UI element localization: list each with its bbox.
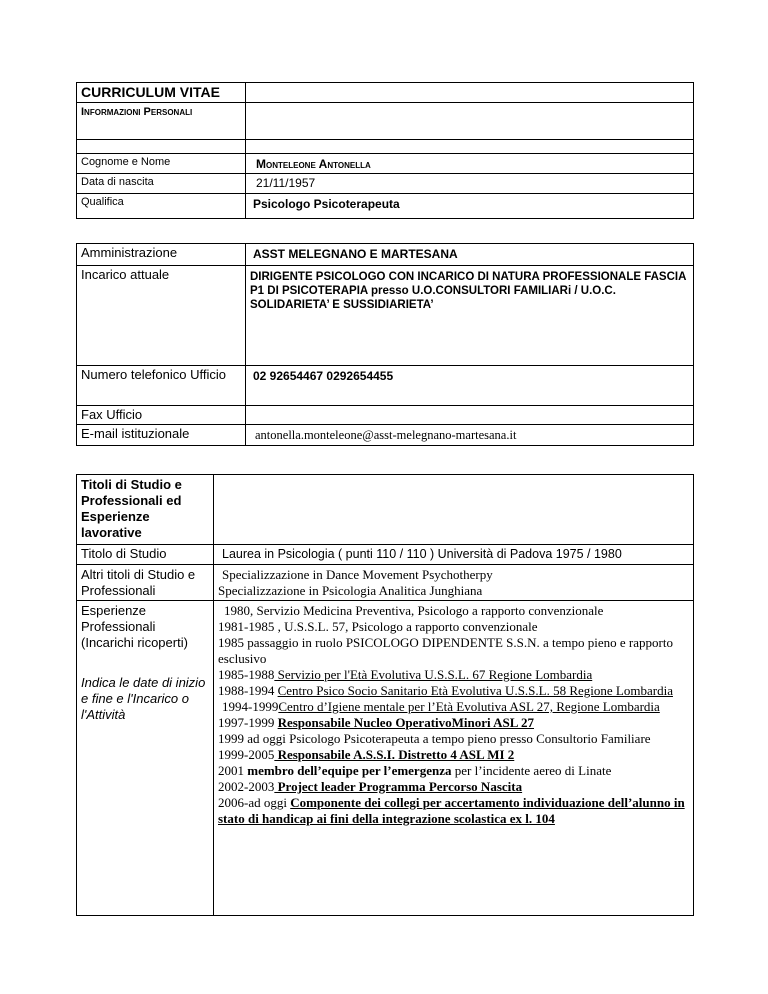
experience-label: Esperienze Professionali (Incarichi ricoperti) xyxy=(81,603,188,650)
other-title-2: Specializzazione in Psicologia Analitica Junghiana xyxy=(218,583,483,598)
qualification-label: Qualifica xyxy=(77,194,246,219)
phone-label: Numero telefonico Ufficio xyxy=(77,366,246,406)
administration-label: Amministrazione xyxy=(77,244,246,266)
cv-title: CURRICULUM VITAE xyxy=(77,83,246,103)
phone-value: 02 92654467 0292654455 xyxy=(246,366,694,406)
degree-value: Laurea in Psicologia ( punti 110 / 110 ) Università di Padova 1975 / 1980 xyxy=(214,545,694,565)
experience-item: 1999-2005 Responsabile A.S.S.I. Distretto 4 ASL MI 2 xyxy=(218,747,515,762)
personal-section-label: Informazioni Personali xyxy=(77,103,246,140)
experience-item: 1985 passaggio in ruolo PSICOLOGO DIPENDENTE S.S.N. a tempo pieno e rapporto esclusivo xyxy=(218,635,673,666)
education-table xyxy=(76,474,694,916)
experience-item: 1981-1985 , U.S.S.L. 57, Psicologo a rapporto convenzionale xyxy=(218,619,538,634)
experience-label-cell xyxy=(77,601,214,916)
degree-label: Titolo di Studio xyxy=(77,545,214,565)
dob-value: 21/11/1957 xyxy=(246,174,694,194)
name-label: Cognome e Nome xyxy=(77,154,246,174)
empty-cell xyxy=(214,475,694,545)
empty-cell xyxy=(77,140,246,154)
other-titles-value xyxy=(214,565,694,601)
empty-cell xyxy=(246,83,694,103)
experience-item: 1988-1994 Centro Psico Socio Sanitario Età Evolutiva U.S.S.L. 58 Regione Lombardia xyxy=(218,683,673,698)
role-value: DIRIGENTE PSICOLOGO CON INCARICO DI NATURA PROFESSIONALE FASCIA P1 DI PSICOTERAPIA presso U.O.CONSULTORI FAMILIARi / U.O.C. SOLIDARIETA’ E SUSSIDIARIETA’ xyxy=(246,266,694,366)
experience-list xyxy=(214,601,694,916)
experience-item: 1997-1999 Responsabile Nucleo OperativoMinori ASL 27 xyxy=(218,715,534,730)
empty-cell xyxy=(246,406,694,425)
dob-label: Data di nascita xyxy=(77,174,246,194)
experience-item: 2006-ad oggi Componente dei collegi per accertamento individuazione dell’alunno in stato di handicap ai fini della integrazione scolastica ex l. 104 xyxy=(218,795,685,826)
name-value: Monteleone Antonella xyxy=(246,154,694,174)
experience-item: 1999 ad oggi Psicologo Psicoterapeuta a tempo pieno presso Consultorio Familiare xyxy=(218,731,651,746)
education-section-label: Titoli di Studio e Professionali ed Esperienze lavorative xyxy=(77,475,214,545)
experience-item: 1980, Servizio Medicina Preventiva, Psicologo a rapporto convenzionale xyxy=(224,603,604,618)
other-titles-label: Altri titoli di Studio e Professionali xyxy=(77,565,214,601)
experience-item: 1994-1999Centro d’Igiene mentale per l’Età Evolutiva ASL 27, Regione Lombardia xyxy=(222,699,660,714)
qualification-value: Psicologo Psicoterapeuta xyxy=(246,194,694,219)
empty-cell xyxy=(246,103,694,140)
experience-item: 2001 membro dell’equipe per l’emergenza per l’incidente aereo di Linate xyxy=(218,763,612,778)
administration-value: ASST MELEGNANO E MARTESANA xyxy=(246,244,694,266)
email-label: E-mail istituzionale xyxy=(77,425,246,446)
experience-note: Indica le date di inizio e fine e l'Incarico o l'Attività xyxy=(81,675,206,722)
empty-cell xyxy=(246,140,694,154)
email-value: antonella.monteleone@asst-melegnano-martesana.it xyxy=(246,425,694,446)
personal-info-table xyxy=(76,82,694,219)
work-info-table xyxy=(76,243,694,446)
other-title-1: Specializzazione in Dance Movement Psychotherpy xyxy=(222,567,493,582)
experience-item: 1985-1988 Servizio per l'Età Evolutiva U.S.S.L. 67 Regione Lombardia xyxy=(218,667,593,682)
experience-item: 2002-2003 Project leader Programma Percorso Nascita xyxy=(218,779,523,794)
role-label: Incarico attuale xyxy=(77,266,246,366)
fax-label: Fax Ufficio xyxy=(77,406,246,425)
